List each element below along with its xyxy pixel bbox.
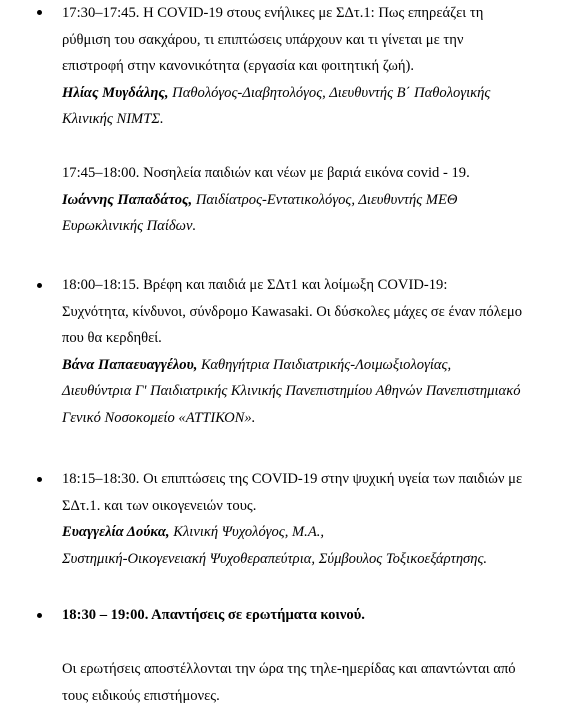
session-text (62, 466, 574, 572)
session-line: 17:45–18:00. Νοσηλεία παιδιών και νέων με βαριά εικόνα covid - 19. (62, 165, 470, 181)
qa-line: Οι ερωτήσεις αποστέλλονται την ώρα της τηλε-ημερίδας και απαντώνται από (62, 661, 516, 677)
session-line: ΣΔτ.1. και των οικογενειών τους. (62, 497, 257, 514)
qa-heading: 18:30 – 19:00. Απαντήσεις σε ερωτήματα κοινού. (62, 607, 365, 623)
session-text (62, 160, 574, 240)
speaker-role: Διευθύντρια Γ' Παιδιατρικής Κλινικής Πανεπιστημίου Αθηνών Πανεπιστημιακό (62, 383, 521, 399)
speaker-role: Γενικό Νοσοκομείο «ΑΤΤΙΚΟΝ». (62, 409, 256, 426)
session-line: Συχνότητα, κίνδυνοι, σύνδρομο Kawasaki. Οι δύσκολες μάχες σε έναν πόλεμο (62, 303, 523, 320)
speaker-role: Συστημική-Οικογενειακή Ψυχοθεραπεύτρια, Σύμβουλος Τοξικοεξάρτησης. (62, 550, 488, 567)
session-line: επιστροφή στην κανονικότητα (εργασία και φοιτητική ζωή). (62, 58, 415, 74)
qa-body-text (62, 656, 574, 709)
bullet-icon (37, 283, 42, 288)
speaker-role: Παθολόγος-Διαβητολόγος, Διευθυντής Β΄ Παθολογικής (168, 84, 491, 101)
session-text (62, 0, 574, 133)
speaker-role: Κλινικής ΝΙΜΤΣ. (62, 111, 164, 127)
session-line: ρύθμιση του σακχάρου, τι επιπτώσεις υπάρχουν και τι γίνεται με την (62, 31, 464, 48)
qa-text (62, 602, 574, 629)
speaker-role: Κλινική Ψυχολόγος, Μ.Α., (169, 524, 325, 540)
speaker-line (62, 80, 574, 107)
speaker-name: Ευαγγελία Δούκα, (62, 524, 170, 540)
session-line: που θα κερδηθεί. (62, 330, 162, 346)
speaker-name: Βάνα Παπαευαγγέλου, (62, 356, 198, 373)
speaker-name: Ιωάννης Παπαδάτος, (62, 191, 193, 208)
speaker-role: Ευρωκλινικής Παίδων. (62, 218, 197, 234)
speaker-role: Καθηγήτρια Παιδιατρικής-Λοιμωξιολογίας, (197, 356, 452, 373)
bullet-icon (37, 613, 42, 618)
session-line: 18:15–18:30. Οι επιπτώσεις της COVID-19 στην ψυχική υγεία των παιδιών με (62, 471, 523, 487)
speaker-line (62, 519, 574, 546)
bullet-icon (37, 10, 42, 15)
bullet-icon (37, 477, 42, 482)
session-text (62, 272, 574, 431)
session-line: 18:00–18:15. Βρέφη και παιδιά με ΣΔτ1 και λοίμωξη COVID-19: (62, 277, 448, 293)
qa-line: τους ειδικούς επιστήμονες. (62, 687, 220, 704)
speaker-line (62, 187, 574, 214)
speaker-role: Παιδίατρος-Εντατικολόγος, Διευθυντής ΜΕΘ (192, 191, 458, 208)
speaker-line (62, 352, 574, 379)
speaker-name: Ηλίας Μυγδάλης, (62, 84, 169, 101)
session-line: 17:30–17:45. Η COVID-19 στους ενήλικες με ΣΔτ.1: Πως επηρεάζει τη (62, 5, 484, 21)
